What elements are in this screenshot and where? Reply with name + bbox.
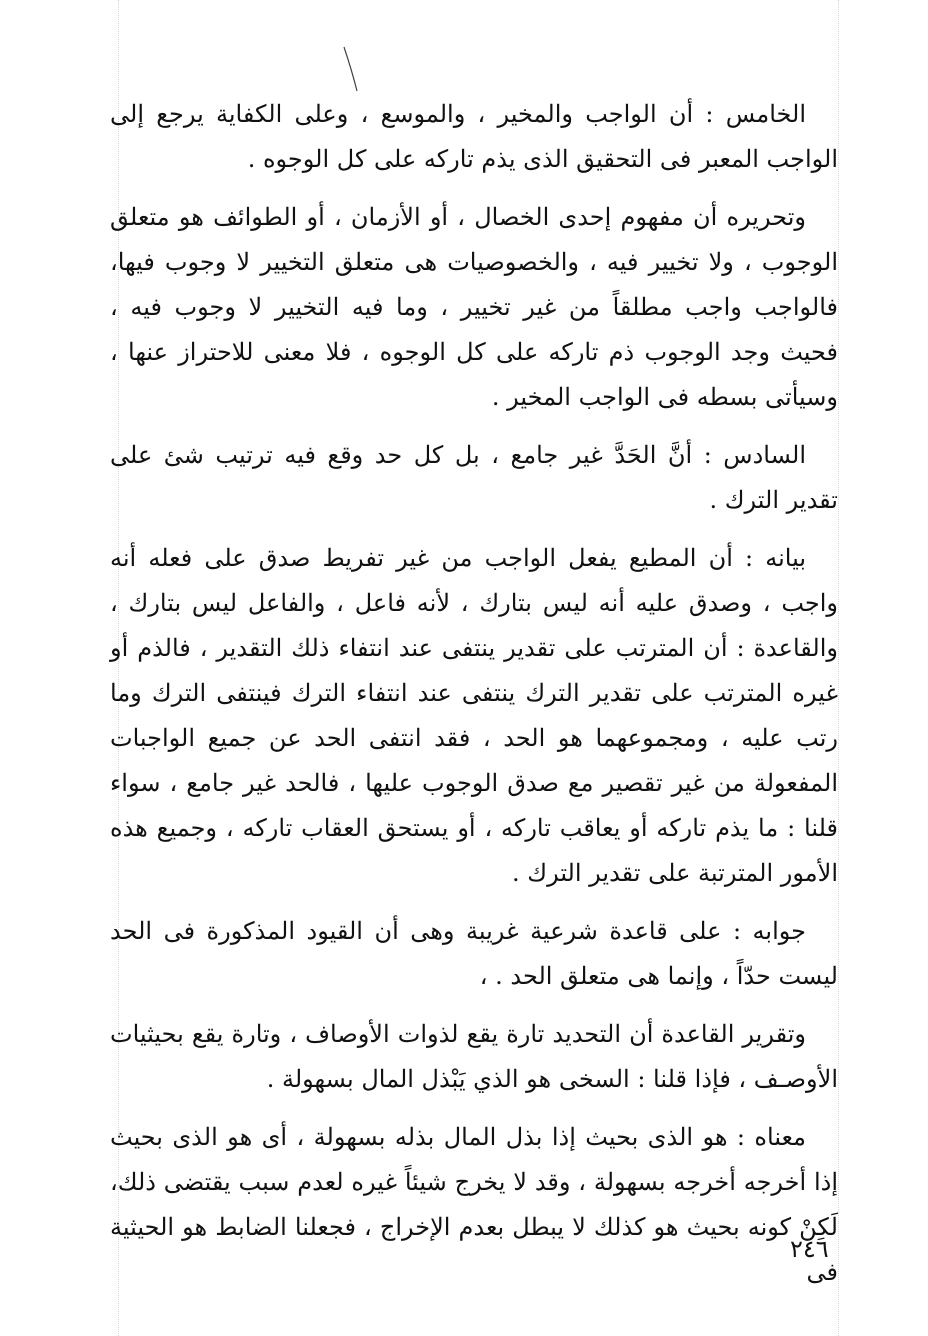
paragraph-sixth-objection: السادس : أنَّ الحَدَّ غير جامع ، بل كل حد وقع فيه ترتيب شئ على تقدير الترك . (110, 441, 838, 514)
paragraph-meaning: معناه : هو الذى بحيث إذا بذل المال بذله بسهولة ، أى هو الذى بحيث إذا أخرجه أخرجه بسهولة ، وقد لا يخرج شيئاً غيره لعدم سبب يقتضى ذلك، لَكِنْ كونه بحيث هو كذلك لا يبطل بعدم الإخراج ، فجعلنا الضابط هو الحيثية فى (110, 1123, 838, 1286)
paragraph-rule-statement: وتقرير القاعدة أن التحديد تارة يقع لذوات الأوصاف ، وتارة يقع بحيثيات الأوصـف ، فإذا قلنا : السخى هو الذي يَبْذل المال بسهولة . (110, 1020, 838, 1093)
scan-mark (330, 45, 370, 95)
paragraph-fifth-objection: الخامس : أن الواجب والمخير ، والموسع ، وعلى الكفاية يرجع إلى الواجب المعبر فى التحقيق الذى يذم تاركه على كل الوجوه . (110, 100, 838, 173)
scan-guide-right (838, 0, 839, 1336)
page-body (110, 92, 838, 1292)
paragraph-fifth-clarification: وتحريره أن مفهوم إحدى الخصال ، أو الأزمان ، أو الطوائف هو متعلق الوجوب ، ولا تخيير فيه ، والخصوصيات هى متعلق التخيير لا وجوب فيها، فالواجب واجب مطلقاً من غير تخيير ، وما فيه التخيير لا وجوب فيه ، فحيث وجد الوجوب ذم تاركه على كل الوجوه ، فلا معنى للاحتراز عنها ، وسيأتى بسطه فى الواجب المخير . (110, 203, 838, 411)
page-number: ٢٤٦ (790, 1235, 829, 1263)
paragraph-sixth-explanation: بيانه : أن المطيع يفعل الواجب من غير تفريط صدق على فعله أنه واجب ، وصدق عليه أنه ليس بتارك ، لأنه فاعل ، والفاعل ليس بتارك ، والقاعدة : أن المترتب على تقدير ينتفى عند انتفاء ذلك التقدير ، فالذم أو غيره المترتب على تقدير الترك ينتفى عند انتفاء الترك فينتفى الترك وما رتب عليه ، ومجموعهما هو الحد ، فقد انتفى الحد عن جميع الواجبات المفعولة من غير تقصير مع صدق الوجوب عليها ، فالحد غير جامع ، سواء قلنا : ما يذم تاركه أو يعاقب تاركه ، أو يستحق العقاب تاركه ، وجميع هذه الأمور المترتبة على تقدير الترك . (110, 544, 838, 887)
paragraph-answer: جوابه : على قاعدة شرعية غريبة وهى أن القيود المذكورة فى الحد ليست حدّاً ، وإنما هى متعلق الحد . ، (110, 917, 838, 990)
